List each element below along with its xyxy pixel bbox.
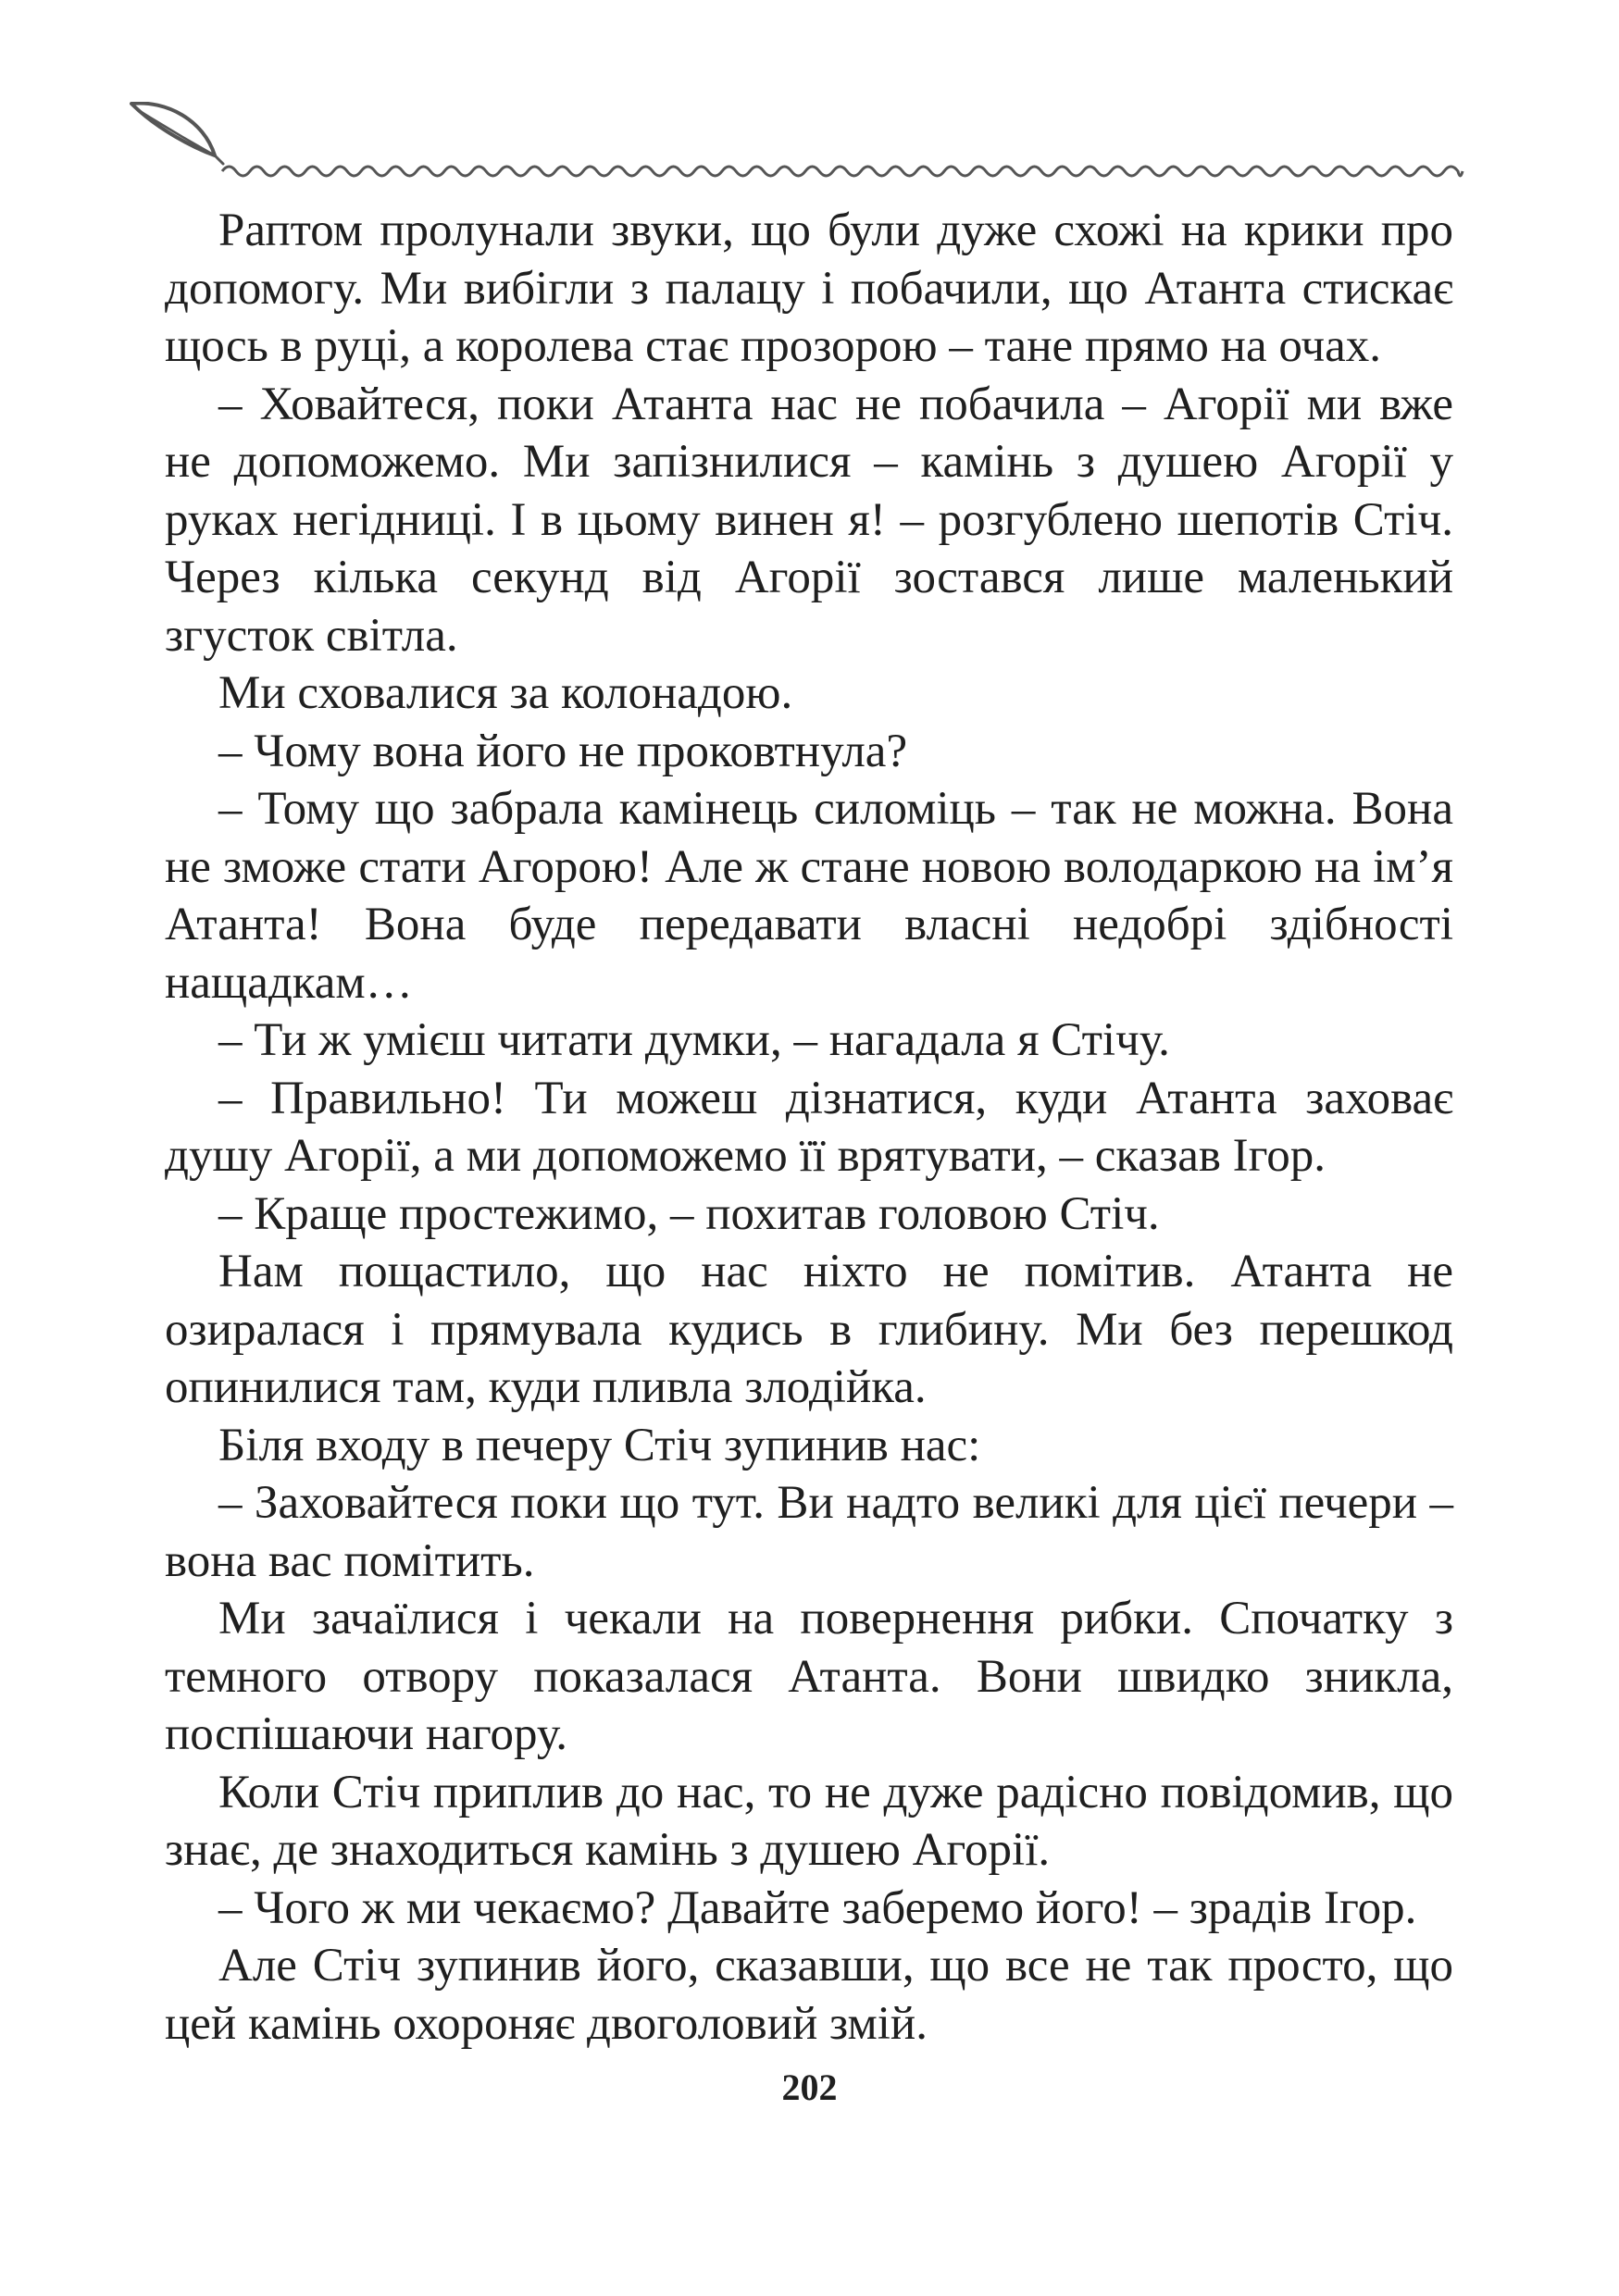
feather-quill-icon bbox=[131, 104, 223, 164]
paragraph-11: – Заховайтеся поки що тут. Ви надто великі для цієї печери – вона вас помітить. bbox=[165, 1477, 1453, 1587]
paragraph-9: Нам пощастило, що нас ніхто не помітив. Атанта не озиралася і прямувала кудись в глибину. Ми без перешкод опинилися там, куди пливла злодійка. bbox=[165, 1246, 1453, 1413]
paragraph-4: – Чому вона його не проковтнула? bbox=[218, 725, 908, 777]
paragraph-14: – Чого ж ми чекаємо? Давайте заберемо його! – зрадів Ігор. bbox=[218, 1881, 1417, 1934]
paragraph-3: Ми сховалися за колонадою. bbox=[218, 667, 793, 719]
paragraph-10: Біля входу в печеру Стіч зупинив нас: bbox=[218, 1419, 981, 1471]
paragraph-13: Коли Стіч приплив до нас, то не дуже радісно повідомив, що знає, де знаходиться камінь з душею Агорії. bbox=[165, 1766, 1453, 1876]
paragraph-2: – Ховайтеся, поки Атанта нас не побачила – Агорії ми вже не допоможемо. Ми запізнилися – камінь з душею Агорії у руках негідниці. І в цьому винен я! – розгублено шепотів Стіч. Через кілька секунд від Агорії зостався лише маленький згусток світла. bbox=[165, 378, 1453, 662]
paragraph-1: Раптом пролунали звуки, що були дуже схожі на крики про допомогу. Ми вибігли з палацу і побачили, що Атанта стискає щось в руці, а королева стає прозорою – тане прямо на очах. bbox=[165, 205, 1453, 372]
paragraph-15: Але Стіч зупинив його, сказавши, що все не так просто, що цей камінь охороняє двоголовий змій. bbox=[165, 1940, 1453, 2050]
paragraph-6: – Ти ж умієш читати думки, – нагадала я Стічу. bbox=[218, 1014, 1170, 1066]
header-ornament bbox=[130, 102, 1472, 185]
story-text bbox=[165, 202, 1453, 2053]
paragraph-7: – Правильно! Ти можеш дізнатися, куди Атанта заховає душу Агорії, а ми допоможемо її врятувати, – сказав Ігор. bbox=[165, 1072, 1453, 1182]
paragraph-12: Ми зачаїлися і чекали на повернення рибки. Спочатку з темного отвору показалася Атанта. Вони швидко зникла, поспішаючи нагору. bbox=[165, 1593, 1453, 1760]
wavy-divider-line bbox=[222, 167, 1463, 176]
page-number: 202 bbox=[781, 2066, 838, 2108]
paragraph-8: – Краще простежимо, – похитав головою Стіч. bbox=[218, 1187, 1160, 1240]
paragraph-5: – Тому що забрала камінець силоміць – так не можна. Вона не зможе стати Агорою! Але ж стане новою володаркою на ім’я Атанта! Вона буде передавати власні недобрі здібності нащадкам… bbox=[165, 783, 1453, 1009]
